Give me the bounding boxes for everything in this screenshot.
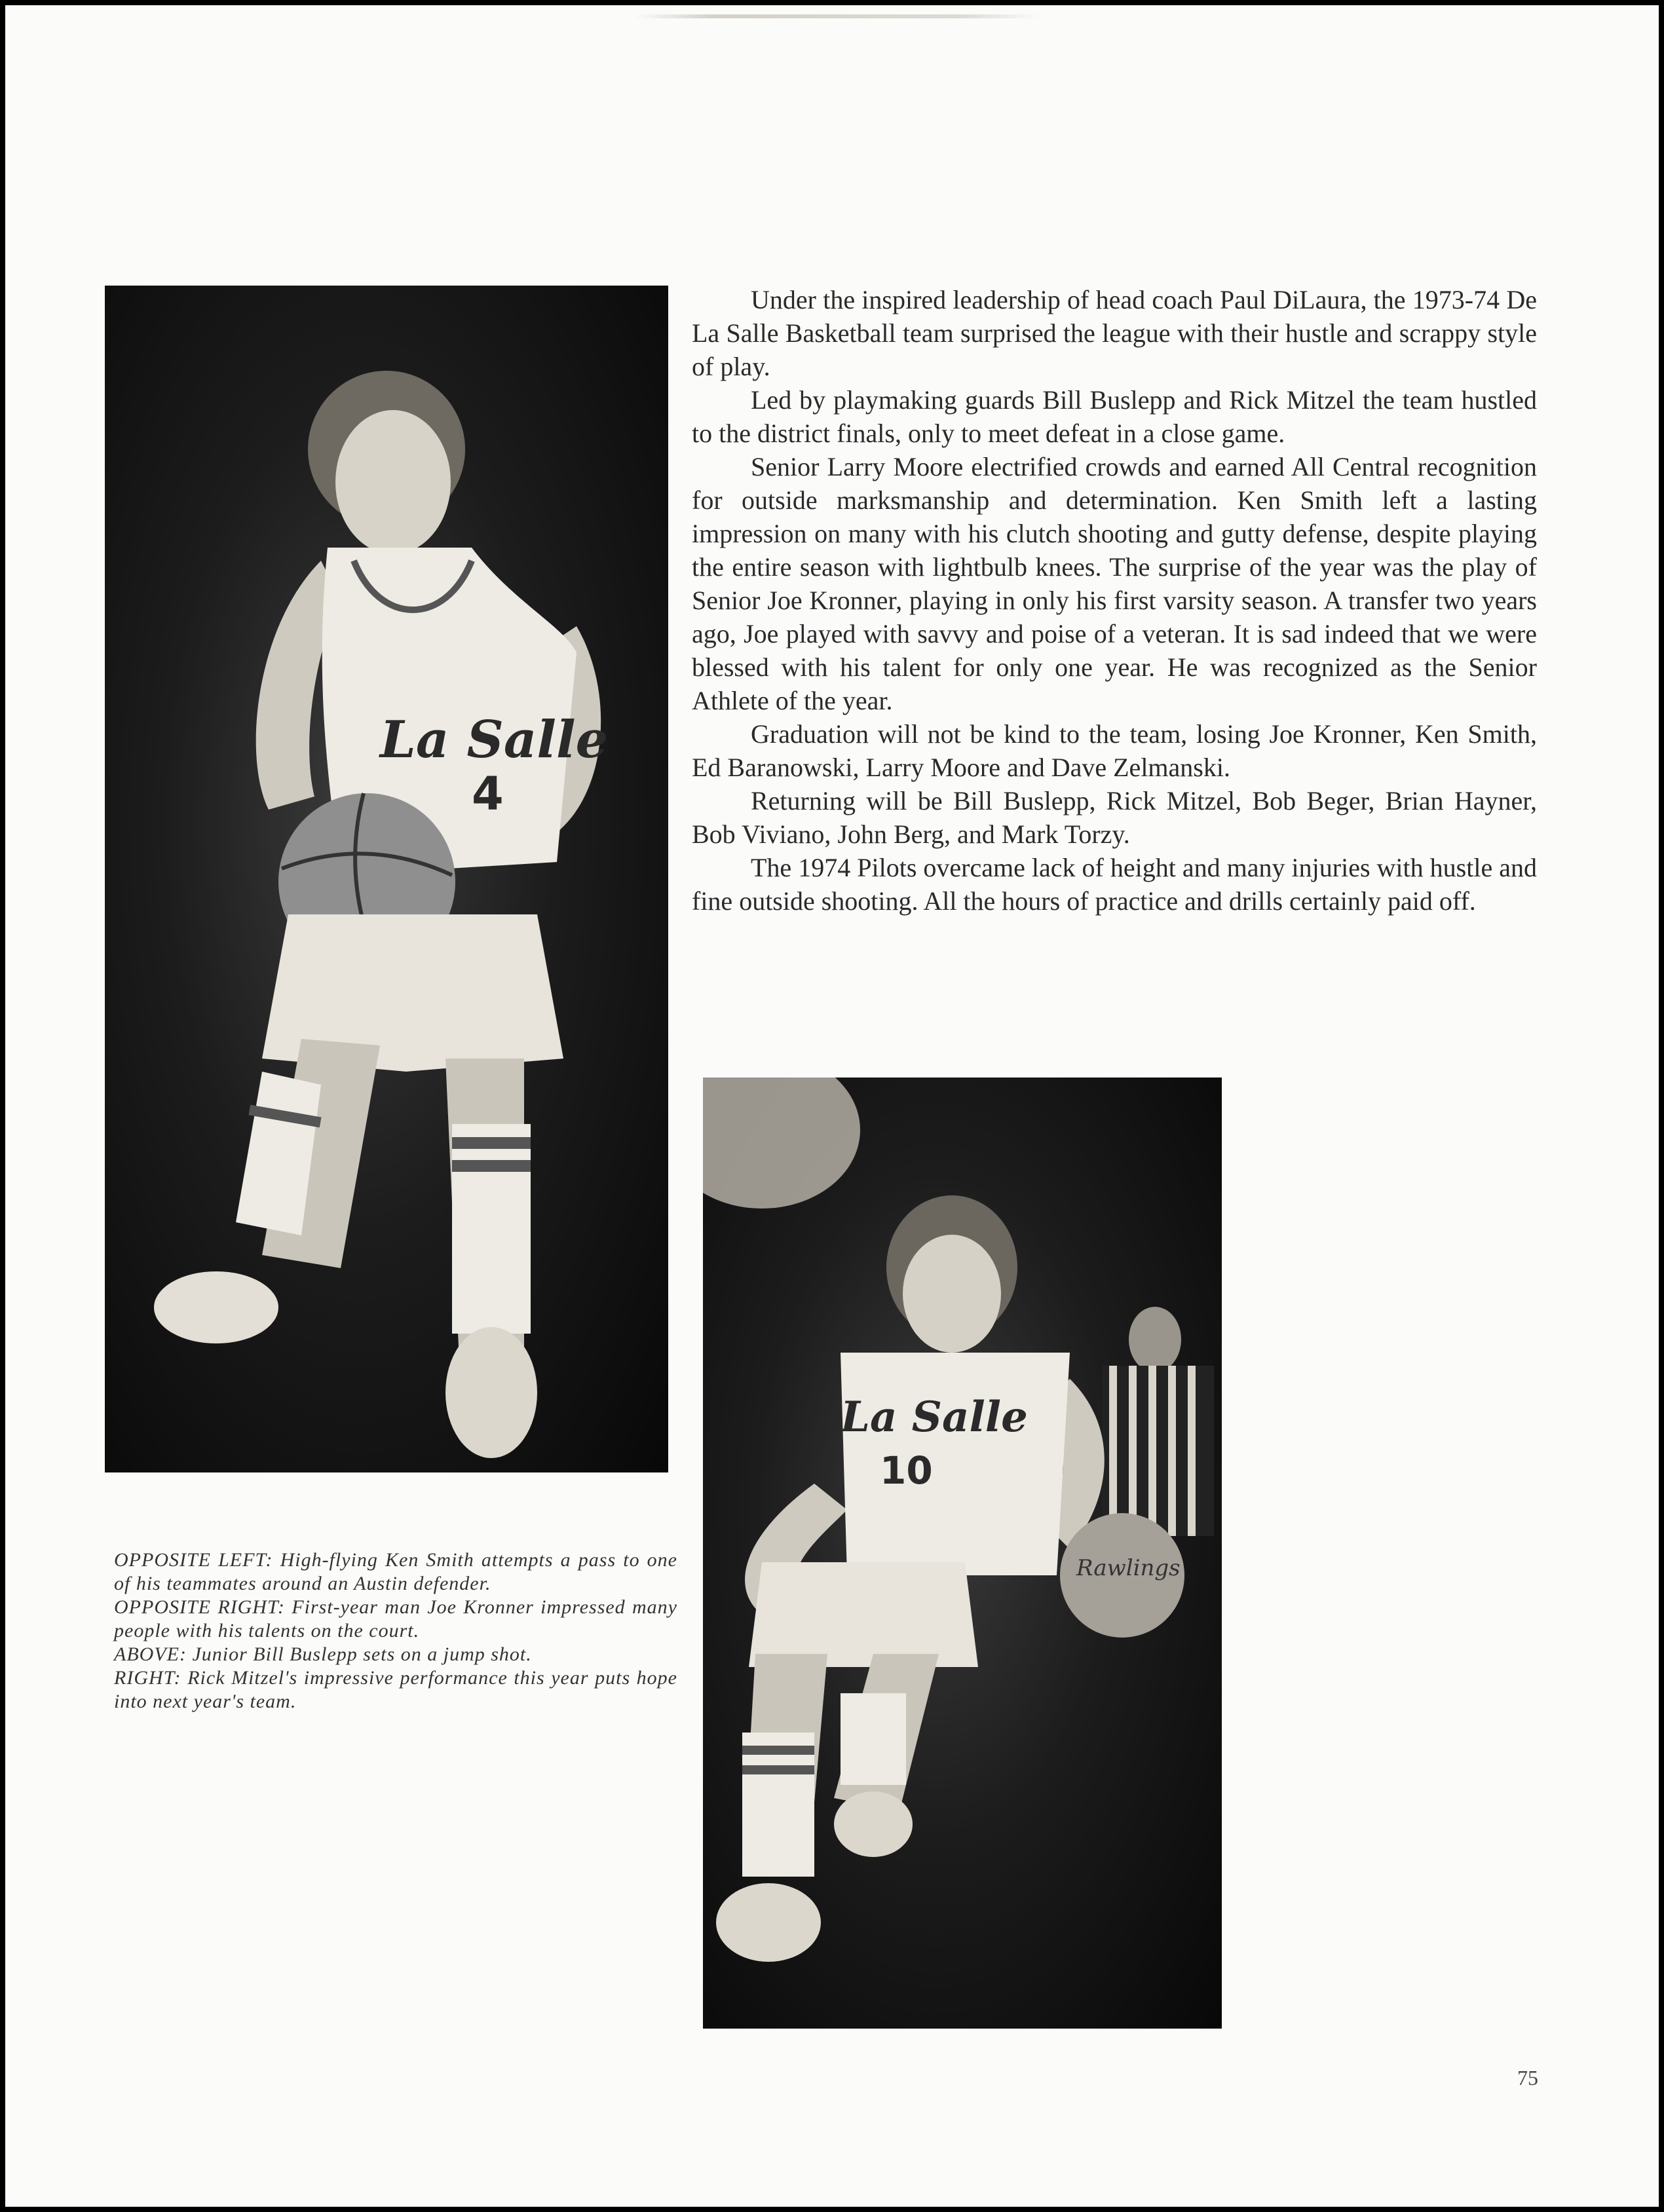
article-paragraph-5: Returning will be Bill Buslepp, Rick Mitzel, Bob Beger, Brian Hayner, Bob Viviano, John Berg, and Mark Torzy. <box>692 786 1537 849</box>
page-number: 75 <box>1517 2066 1538 2090</box>
photo-caption <box>114 1548 677 1714</box>
photo-player-4 <box>105 286 668 1472</box>
referee-figure <box>1103 1307 1214 1536</box>
caption-opposite-left: OPPOSITE LEFT: High-flying Ken Smith attempts a pass to one of his teammates around an Austin defender. <box>114 1549 677 1594</box>
ball-brand-text: Rawlings <box>1076 1555 1181 1581</box>
caption-right: RIGHT: Rick Mitzel's impressive performance this year puts hope into next year's team. <box>114 1667 677 1712</box>
photo-player-4-drawing <box>105 286 668 1472</box>
article-paragraph-2: Led by playmaking guards Bill Buslepp and Rick Mitzel the team hustled to the district finals, only to meet defeat in a close game. <box>692 385 1537 448</box>
jersey-number-right: 10 <box>880 1448 933 1493</box>
article-paragraph-6: The 1974 Pilots overcame lack of height and many injuries with hustle and fine outside shooting. All the hours of practice and drills certainly paid off. <box>692 853 1537 916</box>
scan-smudge <box>634 14 1040 18</box>
article-paragraph-3: Senior Larry Moore electrified crowds and earned All Central recognition for outside marksmanship and determination. Ken Smith left a lasting impression on many with his clutch shooting and gutty defense, despite playing the entire season with lightbulb knees. The surprise of the year was the play of Senior Joe Kronner, playing in only his first varsity season. A transfer two years ago, Joe played with savvy and poise of a veteran. It is sad indeed that we were blessed with his talent for only one year. He was recognized as the Senior Athlete of the year. <box>692 452 1537 715</box>
photo-player-10 <box>703 1078 1222 2029</box>
jersey-text-right: La Salle <box>841 1393 1028 1442</box>
jersey-text-left: La Salle <box>380 710 609 770</box>
article-body <box>692 283 1537 918</box>
article-paragraph-1: Under the inspired leadership of head coach Paul DiLaura, the 1973-74 De La Salle Basketball team surprised the league with their hustle and scrappy style of play. <box>692 285 1537 381</box>
article-paragraph-4: Graduation will not be kind to the team, losing Joe Kronner, Ken Smith, Ed Baranowski, Larry Moore and Dave Zelmanski. <box>692 719 1537 782</box>
jersey-number-left: 4 <box>472 767 504 821</box>
photo-player-10-drawing <box>703 1078 1222 2029</box>
yearbook-page <box>5 5 1659 2207</box>
caption-above: ABOVE: Junior Bill Buslepp sets on a jump shot. <box>114 1643 532 1665</box>
caption-opposite-right: OPPOSITE RIGHT: First-year man Joe Kronner impressed many people with his talents on the court. <box>114 1596 677 1641</box>
